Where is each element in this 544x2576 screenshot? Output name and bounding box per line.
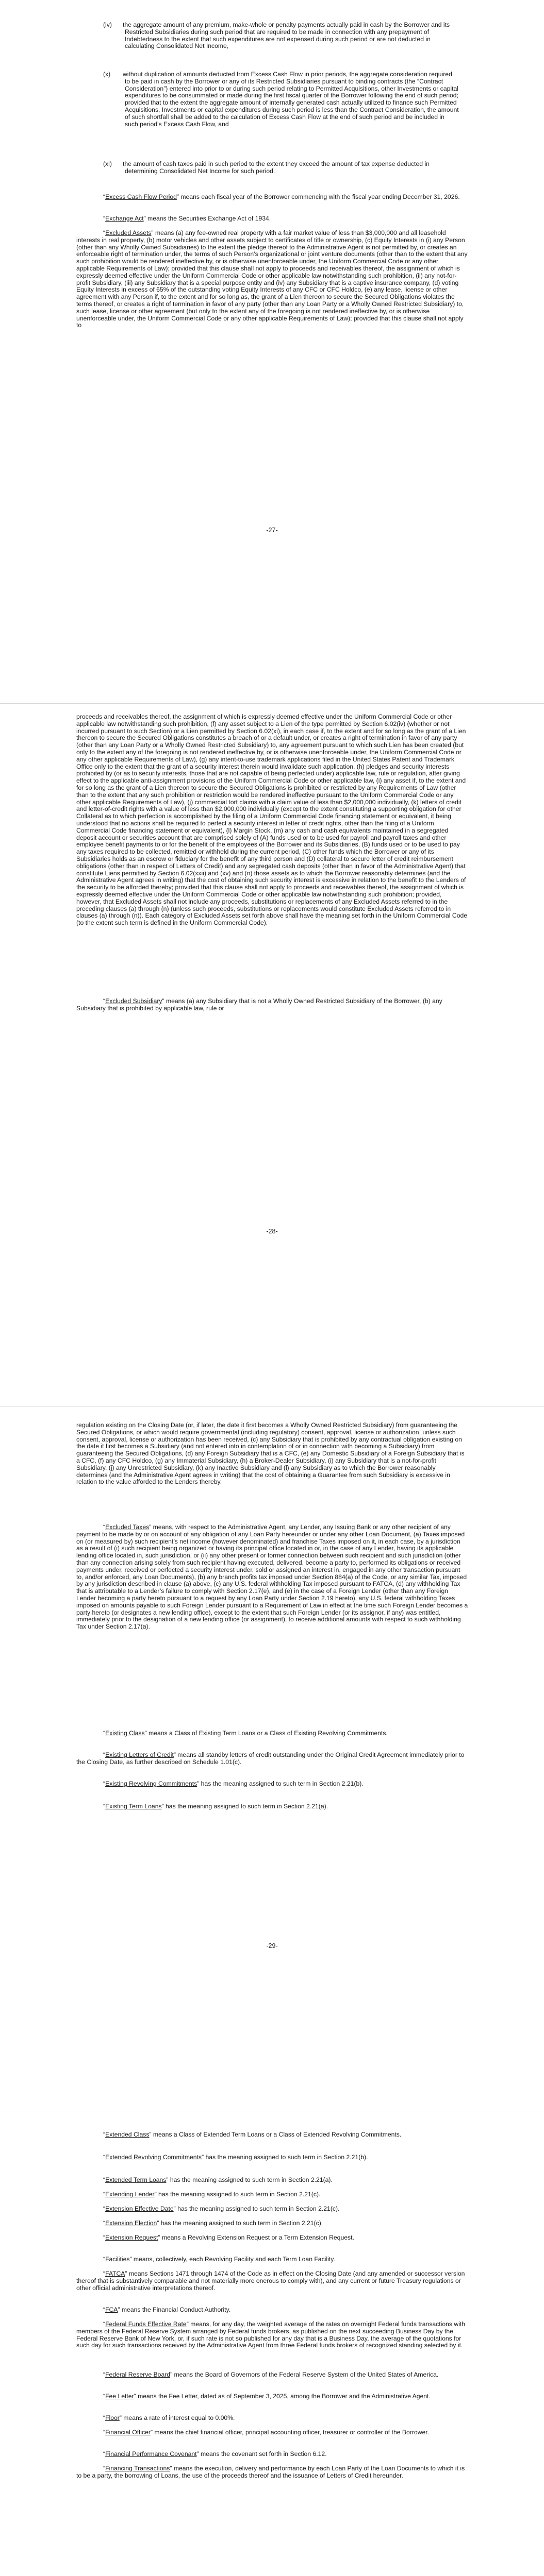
defined-term: Financial Performance Covenant — [105, 2450, 197, 2458]
definition-existing-revolving-commitments: “Existing Revolving Commitments” has the meaning assigned to such term in Section 2.21(b). — [103, 1780, 364, 1787]
continued-paragraph: proceeds and receivables thereof, the assignment of which is expressly deemed effective under the Uniform Commercial Code or other applicable law notwithstanding such prohibition, (f) any asset subject to a Lien of the type permitted by Section 6.02(iv) (whether or not incurred pursuant to such Section) or a Lien permitted by Section 6.02(xi), in each case if, to the extent and for so long as the grant of a Lien thereon to secure the Secured Obligations constitutes a breach of or a default under, or creates a right of termination in favor of any party (other than any Loan Party or a Wholly Owned Restricted Subsidiary) to, any agreement pursuant to which such Lien has been created (but only to the extent any of the foregoing is not rendered ineffective by, or is otherwise unenforceable under, the Uniform Commercial Code or any other applicable Requirements of Law), (g) any intent-to-use trademark applications filed in the United States Patent and Trademark Office only to the extent that the grant of a security interest therein would invalidate such application, (h) pledges and security interests prohibited by (or as to security interests, those that are not capable of being perfected under) applicable law, rule or regulation, after giving effect to the applicable anti-assignment provisions of the Uniform Commercial Code or other applicable law, (i) any asset if, to the extent and for so long as the grant of a Lien thereon to secure the Secured Obligations is prohibited or restricted by any Requirements of Law (other than to the extent that any such prohibition or restriction would be rendered ineffective pursuant to the Uniform Commercial Code or any other applicable Requirements of Law), (j) commercial tort claims with a claim value of less than $2,000,000 individually, (k) letters of credit and letter-of-credit rights with a value of less than $2,000,000 individually (except to the extent constituting a supporting obligation for other Collateral as to which perfection is accomplished by the filing of a Uniform Commercial Code financing statement or equivalent, it being understood that no actions shall be required to perfect a security interest in letter of credit rights, other than the filing of a Uniform Commercial Code financing statement or equivalent), (l) Margin Stock, (m) any cash and cash equivalents maintained in a segregated deposit account or securities account that are comprised solely of (A) funds used or to be used for payroll and payroll taxes and other employee benefit payments to or for the benefit of the employees of the Borrower and its Subsidiaries, (B) funds used or to be used to pay any taxes required to be collected, remitted or withheld during the current period, (C) other funds which the Borrower or any of its Subsidiaries holds as an escrow or fiduciary for the benefit of any third person and (D) collateral to secure letter of credit reimbursement obligations (other than in respect of Letters of Credit) and any segregated cash deposits (other than in favor of the Administrative Agent) that constitute Liens permitted by Section 6.02(xxii) and (xv) and (n) those assets as to which the Borrower reasonably determines (and the Administrative Agent agrees in writing) that the cost of obtaining such security interest is excessive in relation to the benefit to the Lenders of the security to be afforded thereby; provided that this clause shall not apply to proceeds and receivables thereof, the assignment of which is expressly deemed effective under the Uniform Commercial Code or other applicable law notwithstanding such prohibition; provided, however, that Excluded Assets shall not include any proceeds, substitutions or replacements of any Excluded Assets referred to in the preceding clauses (a) through (n) (unless such proceeds, substitutions or replacements would constitute Excluded Assets referred to in clauses (a) through (n)). Each category of Excluded Assets set forth above shall have the meaning set forth in the Uniform Commercial Code (to the extent such term is defined in the Uniform Commercial Code). — [76, 713, 468, 927]
defined-term: Existing Revolving Commitments — [105, 1780, 197, 1787]
definition-text: has the meaning assigned to such term in Section 2.21(b). — [204, 2154, 368, 2161]
defined-term: Facilities — [105, 2256, 130, 2263]
page-29 — [0, 1406, 544, 2110]
definition-fca: “FCA” means the Financial Conduct Authority. — [103, 2306, 231, 2313]
definition-federal-reserve-board: “Federal Reserve Board” means the Board of Governors of the Federal Reserve System of the United States of America. — [103, 2371, 439, 2378]
defined-term: Federal Funds Effective Rate — [105, 2320, 187, 2328]
page-number: -27- — [266, 527, 278, 534]
definition-text: means, collectively, each Revolving Facility and each Term Loan Facility. — [131, 2256, 335, 2263]
definition-financing-transactions: “Financing Transactions” means the execution, delivery and performance by each Loan Party of the Loan Documents to which it is to be a party, the borrowing of Loans, the use of the proceeds thereof and the issuance of Letters of Credit hereunder. — [76, 2465, 465, 2479]
defined-term: Extended Class — [105, 2131, 150, 2138]
definition-excess-cash-flow-period: “Excess Cash Flow Period” means each fiscal year of the Borrower commencing with the fiscal year ending December 31, 2026. — [103, 193, 460, 200]
clause-number: (iv) — [103, 21, 112, 28]
defined-term: Financing Transactions — [105, 2465, 170, 2472]
defined-term: Excess Cash Flow Period — [105, 193, 177, 200]
clause-x — [103, 71, 459, 128]
page-number: -29- — [266, 1942, 278, 1950]
definition-text: means, with respect to the Administrative Agent, any Lender, any Issuing Bank or any other recipient of any payment to be made by or on account of any obligation of any Loan Party hereunder or under any other Loan Document, (a) Taxes imposed on (or measured by) such recipient’s net income (however denominated) and franchise Taxes imposed on it, in each case, by a jurisdiction as a result of (i) such recipient being organized or having its principal office located in or, in the case of any Lender, having its applicable lending office located in, such jurisdiction, or (ii) any other present or former connection between such recipient and such jurisdiction (other than any connection arising solely from such recipient having executed, delivered, become a party to, performed its obligations or received payments under, received or perfected a security interest under, sold or assigned an interest in, engaged in any other transaction pursuant to, and/or enforced, any Loan Documents), (b) any branch profits tax imposed under Section 884(a) of the Code, or any similar Tax, imposed by any jurisdiction described in clause (a) above, (c) any U.S. federal withholding Tax imposed pursuant to FATCA, (d) any withholding Tax that is attributable to a Lender’s failure to comply with Section 2.17(e), and (e) in the case of a Foreign Lender (other than any Foreign Lender becoming a party hereto pursuant to a request by any Loan Party under Section 2.19 hereto), any U.S. federal withholding Taxes imposed on amounts payable to such Foreign Lender pursuant to a Requirement of Law in effect at the time such Foreign Lender becomes a party hereto (or designates a new lending office), except to the extent that such Foreign Lender (or its assignor, if any) was entitled, immediately prior to the designation of a new lending office (or assignment), to receive additional amounts with respect to such withholding Tax under Section 2.17(a). — [76, 1523, 468, 1631]
definition-financial-performance-covenant: “Financial Performance Covenant” means the covenant set forth in Section 6.12. — [103, 2450, 327, 2458]
definition-excluded-subsidiary: “Excluded Subsidiary” means (a) any Subsidiary that is not a Wholly Owned Restricted Subsidiary of the Borrower, (b) any Subsidiary that is prohibited by applicable law, rule or — [76, 997, 442, 1012]
defined-term: Extended Term Loans — [105, 2176, 167, 2183]
defined-term: Extension Effective Date — [105, 2205, 174, 2212]
definition-extended-class: “Extended Class” means a Class of Extended Term Loans or a Class of Extended Revolving Commitments. — [103, 2131, 402, 2138]
clause-number: (xi) — [103, 160, 112, 167]
defined-term: Excluded Subsidiary — [105, 997, 162, 1005]
definition-exchange-act: “Exchange Act” means the Securities Exchange Act of 1934. — [103, 215, 271, 222]
defined-term: Existing Letters of Credit — [105, 1751, 174, 1758]
definition-text: means a rate of interest equal to 0.00%. — [121, 2414, 235, 2421]
defined-term: Extension Request — [105, 2234, 158, 2241]
definition-text: means each fiscal year of the Borrower commencing with the fiscal year ending December 31, 2026. — [178, 193, 460, 200]
page-27 — [0, 0, 544, 703]
definition-text: means the chief financial officer, principal accounting officer, treasurer or controller of the Borrower. — [152, 2429, 430, 2436]
clause-text: the amount of cash taxes paid in such period to the extent they exceed the amount of tax expense deducted in determining Consolidated Net Income for such period. — [123, 160, 430, 175]
defined-term: Extending Lender — [105, 2191, 155, 2198]
definition-text: has the meaning assigned to such term in Section 2.21(a). — [163, 1803, 328, 1810]
definition-text: means the Financial Conduct Authority. — [120, 2306, 231, 2313]
defined-term: Federal Reserve Board — [105, 2371, 171, 2378]
definition-extension-election: “Extension Election” has the meaning assigned to such term in Section 2.21(c). — [103, 2219, 323, 2227]
clause-iv — [103, 21, 459, 50]
defined-term: Excluded Assets — [105, 229, 152, 236]
definition-federal-funds-effective-rate: “Federal Funds Effective Rate” means, for any day, the weighted average of the rates on overnight Federal funds transactions with members of the Federal Reserve System arranged by Federal funds brokers, as published on the next succeeding Business Day by the Federal Reserve Bank of New York, or, if such rate is not so published for any day that is a Business Day, the average of the quotations for such day for such transactions received by the Administrative Agent from three Federal funds brokers of recognized standing selected by it. — [76, 2320, 466, 2349]
definition-text: means all standby letters of credit outstanding under the Original Credit Agreement immediately prior to the Closing Date, as further described on Schedule 1.01(c). — [76, 1751, 465, 1766]
defined-term: Financial Officer — [105, 2429, 151, 2436]
definition-extending-lender: “Extending Lender” has the meaning assigned to such term in Section 2.21(c). — [103, 2191, 321, 2198]
page-30 — [0, 2110, 544, 2576]
definition-text: has the meaning assigned to such term in Section 2.21(b). — [199, 1780, 364, 1787]
defined-term: Excluded Taxes — [105, 1523, 150, 1531]
clause-text: without duplication of amounts deducted from Excess Cash Flow in prior periods, the aggregate consideration required to be paid in cash by the Borrower or any of its Restricted Subsidiaries pursuant to binding contracts (the “Contract Consideration”) entered into prior to or during such period relating to Permitted Acquisitions, other Investments or capital expenditures to be consummated or made during the first fiscal quarter of the Borrower following the end of such period; provided that to the extent the aggregate amount of internally generated cash actually utilized to finance such Permitted Acquisitions, Investments or capital expenditures during such period is less than the Contract Consideration, the amount of such shortfall shall be added to the calculation of Excess Cash Flow at the end of such period and be included in such period’s Excess Cash Flow, and — [123, 71, 459, 128]
definition-text: means the covenant set forth in Section 6.12. — [199, 2450, 327, 2458]
definition-text: means a Class of Existing Term Loans or a Class of Existing Revolving Commitments. — [146, 1730, 388, 1737]
continued-paragraph: regulation existing on the Closing Date (or, if later, the date it first becomes a Wholly Owned Restricted Subsidiary) from guaranteeing the Secured Obligations, or which would require governmental (including regulatory) consent, approval, license or authorization, unless such consent, approval, license or authorization has been received, (c) any Subsidiary that is prohibited by any contractual obligation existing on the date it first becomes a Subsidiary (and not entered into in contemplation of or in connection with becoming a Subsidiary) from guaranteeing the Secured Obligations, (d) any Foreign Subsidiary that is a CFC, (e) any Domestic Subsidiary of a Foreign Subsidiary that is a CFC, (f) any CFC Holdco, (g) any Immaterial Subsidiary, (h) a Broker-Dealer Subsidiary, (i) any Subsidiary that is a not-for-profit Subsidiary, (j) any Unrestricted Subsidiary, (k) any Inactive Subsidiary and (l) any Subsidiary as to which the Borrower reasonably determines (and the Administrative Agent agrees in writing) that the cost of obtaining a Guarantee from such Subsidiary is excessive in relation to the value afforded to the Lenders thereby. — [76, 1421, 465, 1486]
defined-term: Floor — [105, 2414, 120, 2421]
clause-text: the aggregate amount of any premium, make-whole or penalty payments actually paid in cash by the Borrower and its Restricted Subsidiaries during such period that are required to be made in connection with any prepayment of Indebtedness to the extent that such expenditures are not expensed during such period or are not deducted in calculating Consolidated Net Income, — [123, 21, 450, 50]
defined-term: Exchange Act — [105, 215, 144, 222]
definition-text: has the meaning assigned to such term in Section 2.21(c). — [156, 2191, 321, 2198]
definition-excluded-taxes: “Excluded Taxes” means, with respect to the Administrative Agent, any Lender, any Issuing Bank or any other recipient of any payment to be made by or on account of any obligation of any Loan Party hereunder or under any other Loan Document, (a) Taxes imposed on (or measured by) such recipient’s net income (however denominated) and franchise Taxes imposed on it, in each case, by a jurisdiction as a result of (i) such recipient being organized or having its principal office located in or, in the case of any Lender, having its applicable lending office located in, such jurisdiction, or (ii) any other present or former connection between such recipient and such jurisdiction (other than any connection arising solely from such recipient having executed, delivered, become a party to, performed its obligations or received payments under, received or perfected a security interest under, sold or assigned an interest in, engaged in any other transaction pursuant to, and/or enforced, any Loan Documents), (b) any branch profits tax imposed under Section 884(a) of the Code, or any similar Tax, imposed by any jurisdiction described in clause (a) above, (c) any U.S. federal withholding Tax imposed pursuant to FATCA, (d) any withholding Tax that is attributable to a Lender’s failure to comply with Section 2.17(e), and (e) in the case of a Foreign Lender (other than any Foreign Lender becoming a party hereto pursuant to a request by any Loan Party under Section 2.19 hereto), any U.S. federal withholding Taxes imposed on amounts payable to such Foreign Lender pursuant to a Requirement of Law in effect at the time such Foreign Lender becomes a party hereto (or designates a new lending office), except to the extent that such Foreign Lender (or its assignor, if any) was entitled, immediately prior to the designation of a new lending office (or assignment), to receive additional amounts with respect to such withholding Tax under Section 2.17(a). — [76, 1523, 468, 1631]
definition-extension-request: “Extension Request” means a Revolving Extension Request or a Term Extension Request. — [103, 2234, 354, 2241]
definition-text: means the Fee Letter, dated as of September 3, 2025, among the Borrower and the Administrative Agent. — [136, 2393, 431, 2400]
definition-excluded-assets: “Excluded Assets” means (a) any fee-owned real property with a fair market value of less than $3,000,000 and all leasehold interests in real property, (b) motor vehicles and other assets subject to certificates of title or ownership, (c) Equity Interests in (i) any Person (other than any Wholly Owned Subsidiaries) to the extent the pledge thereof to the Administrative Agent is not permitted by, or creates an enforceable right of termination under, the terms of such Person’s organizational or joint venture documents (other than to the extent that any such prohibition would be rendered ineffective by, or is otherwise unenforceable under, the Uniform Commercial Code or any other applicable Requirements of Law); provided that this clause shall not apply to proceeds and receivables thereof, the assignment of which is expressly deemed effective under the Uniform Commercial Code or other applicable law notwithstanding such prohibition, (ii) any not-for-profit Subsidiary, (iii) any Subsidiary that is a special purpose entity and (iv) any Subsidiary that is a captive insurance company, (d) voting Equity Interests in excess of 65% of the outstanding voting Equity Interests of any CFC or CFC Holdco, (e) any lease, license or other agreement with any Person if, to the extent and for so long as, the grant of a Lien thereon to secure the Secured Obligations violates the terms thereof, or creates a right of termination in favor of any party (other than any Loan Party or a Wholly Owned Restricted Subsidiary) to, such lease, license or other agreement (but only to the extent any of the foregoing is not rendered ineffective by, or is otherwise unenforceable under, the Uniform Commercial Code or any other applicable Requirements of Law); provided that this clause shall not apply to — [76, 229, 468, 329]
definition-text: means the Board of Governors of the Federal Reserve System of the United States of America. — [172, 2371, 439, 2378]
definition-existing-term-loans: “Existing Term Loans” has the meaning assigned to such term in Section 2.21(a). — [103, 1803, 328, 1810]
definition-text: means Sections 1471 through 1474 of the Code as in effect on the Closing Date (and any amended or successor version thereof that is substantively comparable and not materially more onerous to comply with), and any current or future Treasury regulations or other official administrative interpretations thereof. — [76, 2270, 465, 2292]
definition-extended-term-loans: “Extended Term Loans” has the meaning assigned to such term in Section 2.21(a). — [103, 2176, 333, 2183]
defined-term: Existing Class — [105, 1730, 145, 1737]
definition-extended-revolving-commitments: “Extended Revolving Commitments” has the meaning assigned to such term in Section 2.21(b). — [103, 2154, 368, 2161]
page-28 — [0, 703, 544, 1406]
definition-existing-class: “Existing Class” means a Class of Existing Term Loans or a Class of Existing Revolving Commitments. — [103, 1730, 388, 1737]
definition-text: means the Securities Exchange Act of 1934. — [145, 215, 271, 222]
defined-term: Existing Term Loans — [105, 1803, 162, 1810]
defined-term: Extension Election — [105, 2219, 157, 2227]
defined-term: Extended Revolving Commitments — [105, 2154, 202, 2161]
definition-facilities: “Facilities” means, collectively, each Revolving Facility and each Term Loan Facility. — [103, 2256, 335, 2263]
definition-floor: “Floor” means a rate of interest equal to 0.00%. — [103, 2414, 235, 2421]
definition-text: means a Class of Extended Term Loans or a Class of Extended Revolving Commitments. — [151, 2131, 402, 2138]
defined-term: Fee Letter — [105, 2393, 134, 2400]
clause-xi — [103, 160, 459, 175]
definition-text: has the meaning assigned to such term in Section 2.21(c). — [159, 2219, 323, 2227]
definition-text: means the execution, delivery and performance by each Loan Party of the Loan Documents to which it is to be a party, the borrowing of Loans, the use of the proceeds thereof and the issuance of Letters of Credit hereunder. — [76, 2465, 465, 2479]
definition-text: means (a) any fee-owned real property with a fair market value of less than $3,000,000 and all leasehold interests in real property, (b) motor vehicles and other assets subject to certificates of title or ownership, (c) Equity Interests in (i) any Person (other than any Wholly Owned Subsidiaries) to the extent the pledge thereof to the Administrative Agent is not permitted by, or creates an enforceable right of termination under, the terms of such Person’s organizational or joint venture documents (other than to the extent that any such prohibition would be rendered ineffective by, or is otherwise unenforceable under, the Uniform Commercial Code or any other applicable Requirements of Law); provided that this clause shall not apply to proceeds and receivables thereof, the assignment of which is expressly deemed effective under the Uniform Commercial Code or other applicable law notwithstanding such prohibition, (ii) any not-for-profit Subsidiary, (iii) any Subsidiary that is a special purpose entity and (iv) any Subsidiary that is a captive insurance company, (d) voting Equity Interests in excess of 65% of the outstanding voting Equity Interests of any CFC or CFC Holdco, (e) any lease, license or other agreement with any Person if, to the extent and for so long as, the grant of a Lien thereon to secure the Secured Obligations violates the terms thereof, or creates a right of termination in favor of any party (other than any Loan Party or a Wholly Owned Restricted Subsidiary) to, such lease, license or other agreement (but only to the extent any of the foregoing is not rendered ineffective by, or is otherwise unenforceable under, the Uniform Commercial Code or any other applicable Requirements of Law); provided that this clause shall not apply to — [76, 229, 468, 329]
defined-term: FATCA — [105, 2270, 125, 2277]
definition-financial-officer: “Financial Officer” means the chief financial officer, principal accounting officer, treasurer or controller of the Borrower. — [103, 2429, 430, 2436]
definition-text: means, for any day, the weighted average of the rates on overnight Federal funds transactions with members of the Federal Reserve System arranged by Federal funds brokers, as published on the next succeeding Business Day by the Federal Reserve Bank of New York, or, if such rate is not so published for any day that is a Business Day, the average of the quotations for such day for such transactions received by the Administrative Agent from three Federal funds brokers of recognized standing selected by it. — [76, 2320, 466, 2349]
clause-number: (x) — [103, 71, 111, 78]
definition-fatca: “FATCA” means Sections 1471 through 1474 of the Code as in effect on the Closing Date (and any amended or successor version thereof that is substantively comparable and not materially more onerous to comply with), and any current or future Treasury regulations or other official administrative interpretations thereof. — [76, 2270, 465, 2292]
definition-text: has the meaning assigned to such term in Section 2.21(c). — [175, 2205, 340, 2212]
definition-existing-letters-of-credit: “Existing Letters of Credit” means all standby letters of credit outstanding under the Original Credit Agreement immediately prior to the Closing Date, as further described on Schedule 1.01(c). — [76, 1751, 465, 1766]
definition-fee-letter: “Fee Letter” means the Fee Letter, dated as of September 3, 2025, among the Borrower and the Administrative Agent. — [103, 2393, 431, 2400]
definition-text: means a Revolving Extension Request or a Term Extension Request. — [160, 2234, 354, 2241]
page-number: -28- — [266, 1228, 278, 1235]
definition-extension-effective-date: “Extension Effective Date” has the meaning assigned to such term in Section 2.21(c). — [103, 2205, 340, 2212]
defined-term: FCA — [105, 2306, 118, 2313]
definition-text: has the meaning assigned to such term in Section 2.21(a). — [168, 2176, 333, 2183]
definition-text: means (a) any Subsidiary that is not a Wholly Owned Restricted Subsidiary of the Borrower, (b) any Subsidiary that is prohibited by applicable law, rule or — [76, 997, 442, 1012]
